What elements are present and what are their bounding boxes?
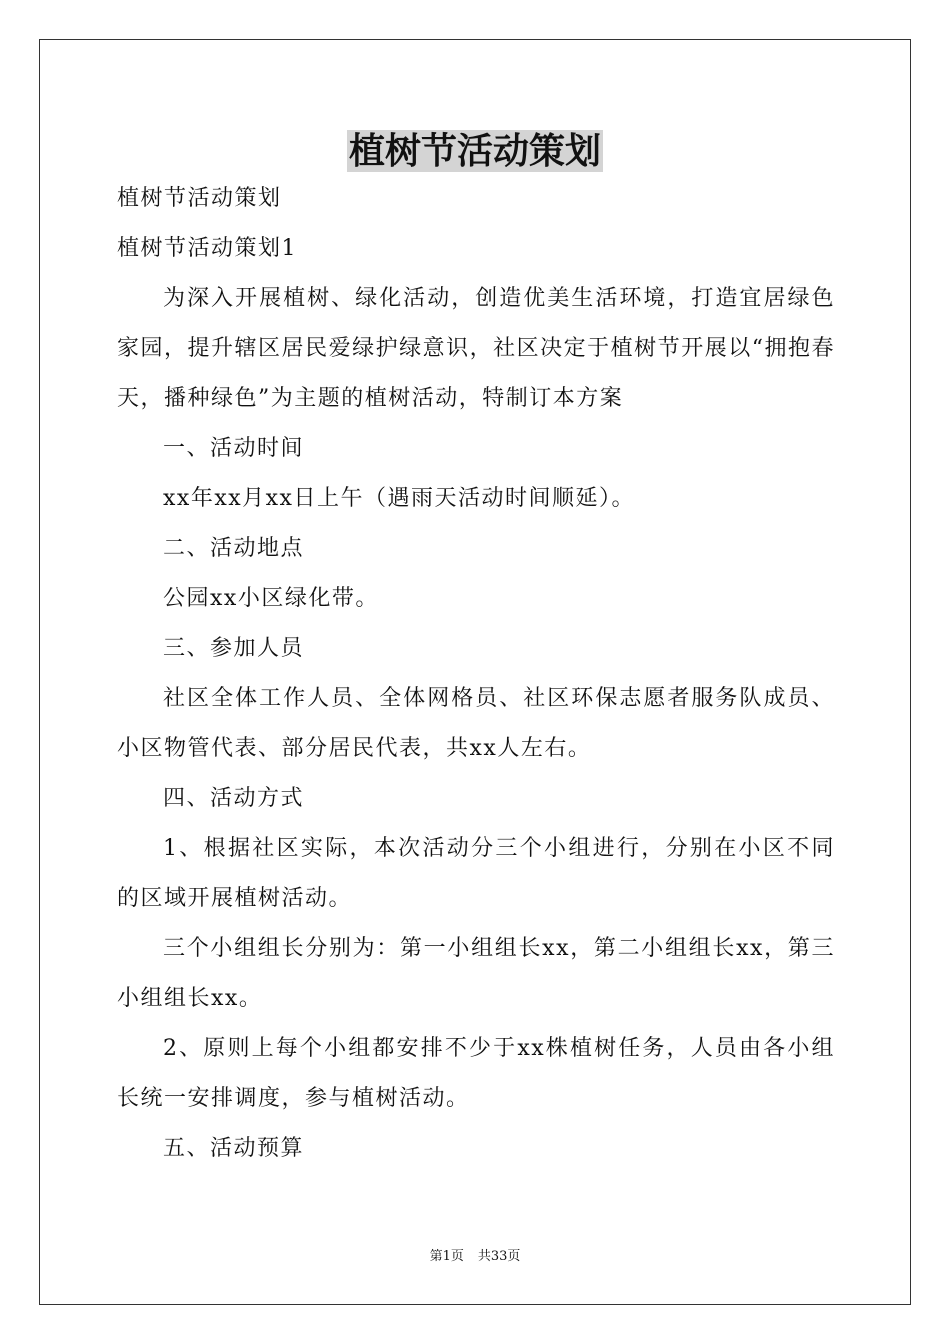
paragraph-intro: 为深入开展植树、绿化活动，创造优美生活环境，打造宜居绿色家园，提升辖区居民爱绿护绿意识，社区决定于植树节开展以“拥抱春天，播种绿色”为主题的植树活动，特制订本方案	[117, 286, 835, 411]
page-number: 第1页	[429, 1249, 464, 1264]
section-heading-budget: 五、活动预算	[163, 1136, 305, 1161]
paragraph-location: 公园xx小区绿化带。	[163, 586, 379, 611]
document-title-text: 植树节活动策划	[348, 130, 601, 172]
paragraph-participants: 社区全体工作人员、全体网格员、社区环保志愿者服务队成员、小区物管代表、部分居民代表，共xx人左右。	[117, 686, 835, 761]
paragraph-time: xx年xx月xx日上午（遇雨天活动时间顺延）。	[163, 486, 635, 511]
document-body	[117, 174, 835, 1174]
section-heading-location: 二、活动地点	[163, 536, 305, 561]
paragraph-heading: 植树节活动策划	[117, 186, 282, 211]
page-footer	[0, 1247, 950, 1267]
section-heading-participants: 三、参加人员	[163, 636, 305, 661]
paragraph-method-2: 2、原则上每个小组都安排不少于xx株植树任务，人员由各小组长统一安排调度，参与植树活动。	[117, 1036, 835, 1111]
paragraph-group-leaders: 三个小组组长分别为：第一小组组长xx，第二小组组长xx，第三小组组长xx。	[117, 936, 835, 1011]
document-title	[0, 127, 950, 175]
paragraph-method-1: 1、根据社区实际，本次活动分三个小组进行，分别在小区不同的区域开展植树活动。	[117, 836, 835, 911]
paragraph-subheading: 植树节活动策划1	[117, 236, 297, 261]
section-heading-method: 四、活动方式	[163, 786, 305, 811]
section-heading-time: 一、活动时间	[163, 436, 305, 461]
page-total: 共33页	[477, 1249, 521, 1264]
